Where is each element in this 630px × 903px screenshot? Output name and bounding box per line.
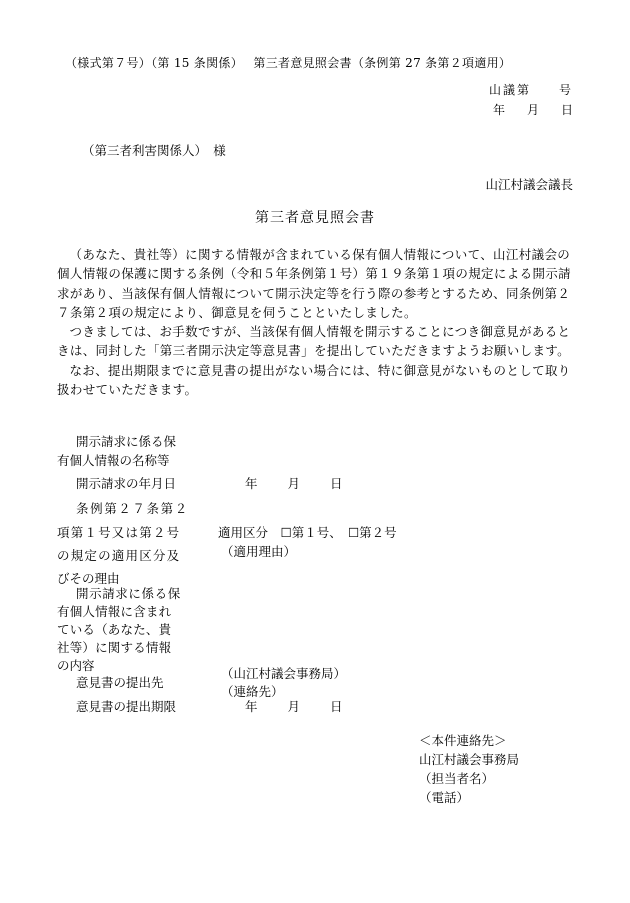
content-label-line-2: 有個人情報に含まれ <box>57 604 172 619</box>
contact-office: 山江村議会事務局 <box>419 752 520 767</box>
category-options: 適用区分 ☐第１号、 ☐第２号 <box>218 525 397 540</box>
date-year: 年 <box>492 103 505 117</box>
submit-to-contact: （連絡先） <box>221 684 284 699</box>
contact-heading: ＜本件連絡先＞ <box>419 733 507 748</box>
name-label-line-2: 有個人情報の名称等 <box>57 453 170 468</box>
request-date-value <box>245 474 343 493</box>
article-label-line-1: 条例第２７条第２ <box>76 501 189 516</box>
form-header-line: （様式第７号）（第 15 条関係） 第三者意見照会書（条例第 27 条第２項適用） <box>65 56 512 70</box>
category-reason: （適用理由） <box>221 544 297 559</box>
date-month: 月 <box>526 103 539 117</box>
body-paragraph: なお、提出期限までに意見書の提出がない場合には、特に御意見がないものとして取り扱わせていただきます。 <box>57 362 571 398</box>
body-paragraph: つきましては、お手数ですが、当該保有個人情報を開示することにつき御意見があるときは、同封した「第三者開示決定等意見書」を提出していただきますようお願いします。 <box>57 324 571 359</box>
body-text <box>57 245 577 399</box>
article-label-line-4: びその理由 <box>57 571 120 586</box>
content-label-line-3: ている（あなた、貴 <box>57 622 172 637</box>
body-paragraph: （あなた、貴社等）に関する情報が含まれている保有個人情報について、山江村議会の個人情報の保護に関する条例（令和５年条例第１号）第１９条第１項の規定による開示請求があり、当該保有個人情報について開示決定等を行う際の参考とするため、同条例第２７条第２項の規定により、御意見を伺うことといたしました。 <box>57 247 572 320</box>
deadline-value <box>245 697 343 716</box>
document-date <box>493 101 573 118</box>
deadline-year: 年 <box>245 699 258 714</box>
addressee: （第三者利害関係人） 様 <box>82 143 226 158</box>
contact-block <box>419 731 519 807</box>
content-label-line-4: 社等）に関する情報 <box>57 640 172 655</box>
submit-to-label: 意見書の提出先 <box>76 675 164 690</box>
document-number: 山議第 号 <box>488 83 573 97</box>
document-title: 第三者意見照会書 <box>255 210 375 226</box>
content-label-line-1: 開示請求に係る保 <box>76 586 181 601</box>
deadline-month: 月 <box>287 699 301 714</box>
deadline-day: 日 <box>330 699 343 714</box>
contact-person: （担当者名） <box>419 771 495 786</box>
article-label-line-2: 項第１号又は第２号 <box>57 525 181 540</box>
contact-phone: （電話） <box>419 790 470 805</box>
request-date-label: 開示請求の年月日 <box>76 476 177 491</box>
article-label-line-3: の規定の適用区分及 <box>57 548 181 563</box>
request-year: 年 <box>245 476 258 491</box>
sender: 山江村議会議長 <box>485 177 573 192</box>
submit-to-office: （山江村議会事務局） <box>221 666 347 681</box>
date-day: 日 <box>560 103 573 117</box>
request-month: 月 <box>287 476 301 491</box>
name-label-line-1: 開示請求に係る保 <box>76 434 177 449</box>
request-day: 日 <box>330 476 343 491</box>
content-label-line-5: の内容 <box>57 658 95 673</box>
deadline-label: 意見書の提出期限 <box>76 699 177 714</box>
